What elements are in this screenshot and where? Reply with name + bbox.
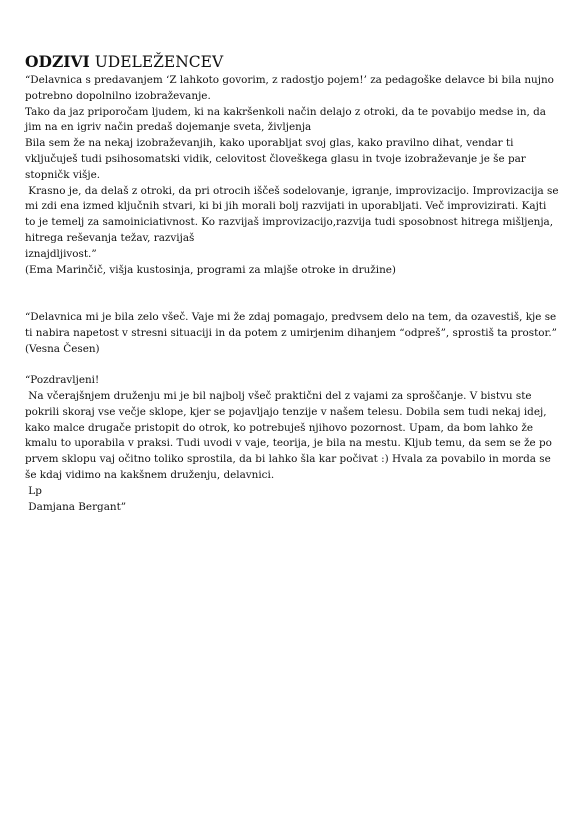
text-line: stopničk višje. xyxy=(25,168,101,181)
text-line: kmalu to uporabila v praksi. Tudi uvodi v vaje, teorija, je bila na mestu. Kljub temu, da sem se že po xyxy=(25,437,552,450)
text-line: hitrega reševanja težav, razvijaš xyxy=(25,231,195,244)
testimonial-ema xyxy=(25,73,570,278)
spacer xyxy=(25,357,570,373)
text-line: vključuješ tudi psihosomatski vidik, celovitost človeškega glasu in tvoje izobraževanje je še par xyxy=(25,152,526,165)
text-line: potrebno dopolnilno izobraževanje. xyxy=(25,89,211,102)
text-line: Lp xyxy=(25,484,42,497)
text-line: Bila sem že na nekaj izobraževanjih, kako uporabljat svoj glas, kako pravilno dihat, vendar ti xyxy=(25,137,514,150)
spacer xyxy=(25,278,570,294)
text-line: Krasno je, da delaš z otroki, da pri otrocih iščeš sodelovanje, igranje, improvizacijo. Improvizacija se xyxy=(25,184,559,197)
text-line: Na včerajšnjem druženju mi je bil najbolj všeč praktični del z vajami za sproščanje. V bistvu ste xyxy=(25,389,532,402)
testimonial-vesna xyxy=(25,310,570,357)
testimonial-damjana xyxy=(25,373,570,515)
author-attribution: (Vesna Česen) xyxy=(25,342,100,355)
text-line: ti nabira napetost v stresni situaciji in da potem z umirjenim dihanjem “odpreš”, sprostiš ta prostor.” xyxy=(25,326,557,339)
text-line: iznajdljivost.” xyxy=(25,247,97,260)
text-line: “Pozdravljeni! xyxy=(25,374,100,387)
text-line: kako malce drugače pristopit do otrok, ko potrebuješ njihovo pozornost. Upam, da bom lahko že xyxy=(25,421,533,434)
text-line: to je temelj za samoiniciativnost. Ko razvijaš improvizacijo,razvija tudi sposobnost hitrega mišljenja, xyxy=(25,216,554,229)
text-line: Tako da jaz priporočam ljudem, ki na kakršenkoli način delajo z otroki, da te povabijo medse in, da xyxy=(25,105,546,118)
author-attribution: Damjana Bergant” xyxy=(25,500,127,513)
title-rest-part: UDELEŽENCEV xyxy=(89,53,224,71)
text-line: še kdaj vidimo na kakšnem druženju, delavnici. xyxy=(25,468,275,481)
text-line: “Delavnica s predavanjem ‘Z lahkoto govorim, z radostjo pojem!’ za pedagoške delavce bi bila nujno xyxy=(25,74,554,86)
text-line: jim na en igriv način predaš dojemanje sveta, življenja xyxy=(25,121,312,134)
document-page xyxy=(25,52,570,515)
spacer xyxy=(25,294,570,310)
text-line: pokrili skoraj vse večje sklope, kjer se pojavljajo tenzije v našem telesu. Dobila sem tudi nekaj idej, xyxy=(25,405,547,418)
author-attribution: (Ema Marinčič, višja kustosinja, programi za mlajše otroke in družine) xyxy=(25,263,396,276)
text-line: “Delavnica mi je bila zelo všeč. Vaje mi že zdaj pomagajo, predvsem delo na tem, da ozavestiš, kje se xyxy=(25,310,557,323)
title-bold-part: ODZIVI xyxy=(25,52,90,71)
text-line: mi zdi ena izmed ključnih stvari, ki bi jih morali bolj razvijati in uporabljati. Več improvizirati. Kajti xyxy=(25,200,547,213)
page-title xyxy=(25,52,570,72)
text-line: prvem sklopu vaj očitno toliko sprostila, da bi lahko šla kar počivat :) Hvala za povabilo in morda se xyxy=(25,453,551,466)
